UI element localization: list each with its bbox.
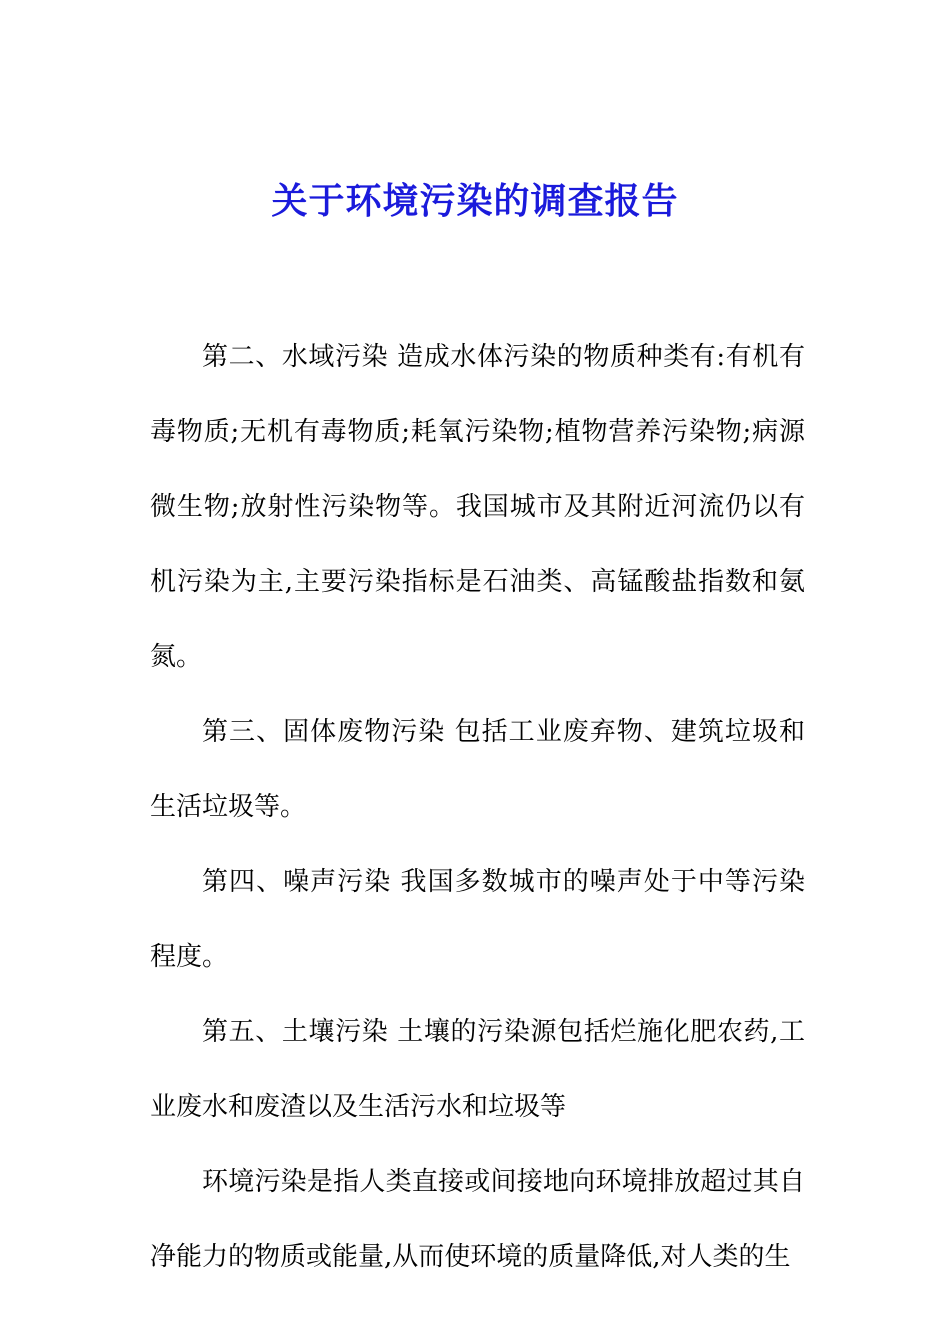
document-body [150,320,805,1295]
paragraph-soil-pollution: 第五、土壤污染 土壤的污染源包括烂施化肥农药,工业废水和废渣以及生活污水和垃圾等 [150,1017,805,1122]
paragraph-solid-waste-pollution: 第三、固体废物污染 包括工业废弃物、建筑垃圾和生活垃圾等。 [150,717,805,822]
paragraph-definition: 环境污染是指人类直接或间接地向环境排放超过其自净能力的物质或能量,从而使环境的质量降低,对人类的生 [150,1167,805,1272]
document-title: 关于环境污染的调查报告 [271,181,679,222]
paragraph-water-pollution: 第二、水域污染 造成水体污染的物质种类有:有机有毒物质;无机有毒物质;耗氧污染物;植物营养污染物;病源微生物;放射性污染物等。我国城市及其附近河流仍以有机污染为主,主要污染指标是石油类、高锰酸盐指数和氨氮。 [150,342,805,672]
paragraph-noise-pollution: 第四、噪声污染 我国多数城市的噪声处于中等污染程度。 [150,867,805,972]
